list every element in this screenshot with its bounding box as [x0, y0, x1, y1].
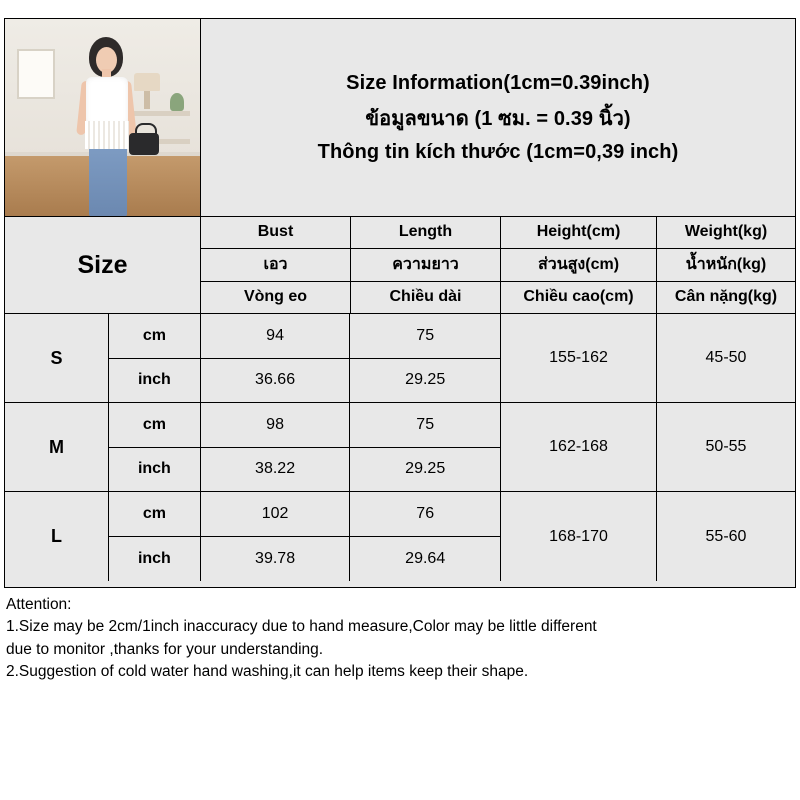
bust-cm-s: 94: [201, 314, 351, 358]
bust-inch-s: 36.66: [201, 359, 351, 403]
bust-cm-m: 98: [201, 403, 351, 447]
photo-wall-frame: [17, 49, 55, 99]
row-size-label-s: S: [5, 314, 109, 402]
model-top: [86, 77, 128, 125]
model-top-fringe: [85, 121, 129, 149]
bust-inch-m: 38.22: [201, 448, 351, 492]
col-header-bust-en: Bust: [201, 217, 351, 248]
col-header-height-en: Height(cm): [501, 217, 657, 248]
chart-title-cell: [201, 19, 795, 216]
table-row: [5, 314, 795, 403]
model-handbag: [129, 133, 159, 155]
title-line-th: ข้อมูลขนาด (1 ซม. = 0.39 นิ้ว): [365, 107, 631, 130]
unit-label-inch-s: inch: [109, 359, 201, 403]
height-s: 155-162: [501, 314, 657, 402]
row-size-label-m: M: [5, 403, 109, 491]
attention-heading: Attention:: [6, 596, 72, 613]
weight-m: 50-55: [657, 403, 795, 491]
col-header-length-vi: Chiều dài: [351, 282, 501, 313]
length-inch-m: 29.25: [350, 448, 500, 492]
column-header-languages: [201, 217, 795, 313]
row-size-label-l: L: [5, 492, 109, 581]
column-header-row-vi: [201, 282, 795, 313]
row-s-cm: [109, 314, 500, 359]
unit-label-cm-m: cm: [109, 403, 201, 447]
photo-model: [63, 37, 149, 216]
col-header-weight-th: น้ำหนัก(kg): [657, 249, 795, 280]
photo-plant: [170, 93, 184, 111]
col-header-height-th: ส่วนสูง(cm): [501, 249, 657, 280]
size-column-label: Size: [5, 217, 201, 313]
row-m-inch: [109, 448, 500, 492]
row-measurements-m: [109, 403, 501, 491]
unit-label-cm-s: cm: [109, 314, 201, 358]
model-jeans: [89, 141, 127, 216]
col-header-length-en: Length: [351, 217, 501, 248]
column-header-row-th: [201, 249, 795, 281]
col-header-bust-vi: Vòng eo: [201, 282, 351, 313]
row-measurements-l: [109, 492, 501, 581]
attention-block: [6, 594, 796, 684]
col-header-weight-vi: Cân nặng(kg): [657, 282, 795, 313]
product-photo: [5, 19, 200, 216]
weight-s: 45-50: [657, 314, 795, 402]
height-m: 162-168: [501, 403, 657, 491]
length-cm-m: 75: [350, 403, 500, 447]
column-header-row-en: [201, 217, 795, 249]
bust-inch-l: 39.78: [201, 537, 351, 581]
length-inch-s: 29.25: [350, 359, 500, 403]
size-chart-table: [4, 18, 796, 588]
title-line-vi: Thông tin kích thước (1cm=0,39 inch): [317, 140, 679, 163]
unit-label-inch-l: inch: [109, 537, 201, 581]
unit-label-cm-l: cm: [109, 492, 201, 536]
col-header-weight-en: Weight(kg): [657, 217, 795, 248]
row-l-inch: [109, 537, 500, 581]
table-row: [5, 403, 795, 492]
bust-cm-l: 102: [201, 492, 351, 536]
col-header-bust-th: เอว: [201, 249, 351, 280]
row-l-cm: [109, 492, 500, 537]
row-s-inch: [109, 359, 500, 403]
weight-l: 55-60: [657, 492, 795, 581]
attention-line-3: 2.Suggestion of cold water hand washing,it can help items keep their shape.: [6, 663, 529, 681]
length-cm-l: 76: [350, 492, 500, 536]
title-line-en: Size Information(1cm=0.39inch): [346, 71, 650, 94]
product-photo-cell: [5, 19, 201, 216]
attention-line-2: due to monitor ,thanks for your understanding.: [6, 640, 324, 658]
col-header-length-th: ความยาว: [351, 249, 501, 280]
row-measurements-s: [109, 314, 501, 402]
unit-label-inch-m: inch: [109, 448, 201, 492]
table-row: [5, 492, 795, 581]
attention-line-1: 1.Size may be 2cm/1inch inaccuracy due to hand measure,Color may be little different: [6, 618, 597, 636]
col-header-height-vi: Chiều cao(cm): [501, 282, 657, 313]
length-cm-s: 75: [350, 314, 500, 358]
row-m-cm: [109, 403, 500, 448]
chart-header-row: [5, 19, 795, 217]
height-l: 168-170: [501, 492, 657, 581]
column-header-block: [5, 217, 795, 314]
length-inch-l: 29.64: [350, 537, 500, 581]
